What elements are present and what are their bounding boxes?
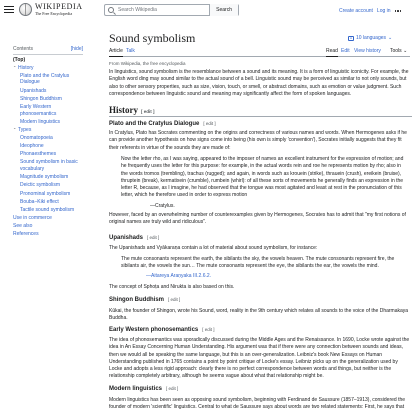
plato-paragraph: In Cratylus, Plato has Socrates commenting on the origins and correctness of various names and words. When Hermogenes asks if he can provide another hypothesis on how signs come into being (his own is simply 'convention'), Socrates initially suggests that they fit their referents in virtue of the sounds they are made of: (109, 130, 407, 151)
page-tabs (109, 48, 410, 57)
hide-toc-button[interactable]: [hide] (70, 46, 83, 52)
toc-item-label: Plato and the Cratylus Dialogue (20, 72, 70, 86)
edit-section-link[interactable]: [ edit ] (166, 386, 179, 391)
tab-article[interactable]: Article (109, 48, 123, 57)
wikipedia-logo[interactable] (19, 3, 83, 16)
history-heading-text: History (109, 105, 138, 115)
header (0, 0, 415, 20)
toc-item[interactable] (13, 73, 83, 87)
plato-paragraph-2: However, faced by an overwhelming number of counterexamples given by Hermogenes, Socrates has to admit that "my first notions of original names are truly wild and ridiculous". (109, 212, 406, 226)
toc-item-label: Types (18, 126, 32, 133)
section-early-western-heading (109, 327, 215, 333)
plato-heading-text: Plato and the Cratylus Dialogue (109, 121, 200, 127)
toc-item[interactable] (13, 88, 83, 95)
login-link[interactable]: Log in (376, 8, 391, 14)
shingon-heading-text: Shingon Buddhism (109, 297, 164, 303)
toc-item[interactable] (13, 135, 83, 142)
toc-item-label: Sound symbolism in basic vocabulary (20, 159, 78, 173)
globe-icon (19, 3, 32, 16)
toc-item[interactable] (13, 127, 83, 134)
toc-item-label: Early Western phonosemantics (20, 103, 57, 117)
plato-quote: Now the letter rho, as I was saying, appeared to the imposer of names an excellent instrument for the expression of motion; and he frequently uses the letter for this purpose: for example, in the actual words rein and roe he represents motion by rho; also in the words tromos (trembling), trachus (rugged); and again, in words such as krouein (strike), thrauein (crush), ereikein (bruise), thruptein (break), kermatixein (crumble), rumbein (whirl): of all these sorts of movements he generally finds an expression in the letter R, because, as I imagine, he had observed that the tongue was most agitated and least at rest in the pronunciation of this letter, which he therefore used in order to express motion (121, 156, 404, 199)
section-shingon-heading (109, 297, 180, 303)
plato-citation: —Cratylus. (150, 203, 175, 209)
toc-item[interactable] (13, 159, 83, 173)
edit-section-link[interactable]: [ edit ] (202, 327, 215, 332)
edit-section-link[interactable]: [ edit ] (147, 235, 160, 240)
tab-edit[interactable]: Edit (341, 48, 350, 54)
tab-read[interactable]: Read (326, 48, 338, 57)
contents-heading: Contents (13, 46, 34, 52)
toc-top[interactable]: (Top) (13, 56, 26, 63)
language-button[interactable] (348, 35, 392, 41)
page-title: Sound symbolism (109, 31, 196, 45)
upanishads-paragraph: The Upanishads and Vyākaraṇa contain a lot of material about sound symbolism, for instance: (109, 245, 318, 251)
toc-item[interactable] (13, 174, 83, 181)
toc-item-label: Shingon Buddhism (20, 95, 62, 102)
toc-item[interactable] (13, 143, 83, 150)
toc-item-label: Ideophone (20, 143, 44, 150)
toc-item[interactable] (13, 231, 83, 238)
search-box (104, 4, 239, 16)
toc-item[interactable] (13, 215, 83, 222)
toc-item-label: Pronominal symbolism (20, 190, 71, 197)
translate-icon: A (349, 35, 352, 40)
toc-item-label: Magnitude symbolism (20, 174, 69, 181)
search-icon (108, 7, 114, 13)
toc-item-label: Bouba–Kiki effect (20, 198, 59, 205)
site-sub: From Wikipedia, the free encyclopedia (109, 61, 186, 66)
toc-item-label: Tactile sound symbolism (20, 206, 75, 213)
toc-item[interactable] (13, 65, 83, 72)
toc-item[interactable] (13, 151, 83, 158)
create-account-link[interactable]: Create account (339, 8, 373, 14)
shingon-paragraph: Kūkai, the founder of Shingon, wrote his Sound, word, reality in the 9th century which relates all sounds to the voice of the Dharmakaya Buddha. (109, 308, 409, 322)
chevron-down-icon: ⌄ (403, 48, 408, 54)
toc-item-label: References (13, 231, 39, 238)
toc-item[interactable] (13, 199, 83, 206)
toc-item-label: Deictic symbolism (20, 182, 61, 189)
toc-item[interactable] (13, 191, 83, 198)
toc-item-label: See also (13, 223, 33, 230)
edit-section-link[interactable]: [ edit ] (141, 109, 155, 114)
section-modern-heading (109, 386, 178, 392)
logo-title: WIKIPEDIA (35, 2, 83, 11)
edit-section-link[interactable]: [ edit ] (168, 297, 181, 302)
upanishads-paragraph-2: The concept of Sphoṭa and Nirukta is also based on this. (109, 284, 235, 290)
main-menu-icon[interactable] (4, 4, 14, 14)
upanishads-heading-text: Upanishads (109, 235, 144, 241)
toc-item-label: Upanishads (20, 87, 47, 94)
toc-item-label: Phonaesthemes (20, 151, 57, 158)
tab-view-history[interactable]: View history (354, 48, 381, 54)
tab-tools[interactable] (390, 48, 407, 56)
section-plato-heading (109, 121, 216, 127)
toc-item[interactable] (13, 223, 83, 230)
upanishads-quote: The mute consonants represent the earth, the sibilants the sky, the vowels heaven. The mute consonants represent fire, the sibilants air, the vowels the sun… The mute consonants represent the eye, the sibilants the ear, the vowels the mind. (121, 256, 395, 270)
toc-item[interactable] (13, 182, 83, 189)
collapse-toggle-icon[interactable]: ⌃ (13, 126, 17, 132)
language-count: 10 languages (356, 35, 387, 41)
toc-item-label: History (18, 64, 34, 71)
intro-paragraph: In linguistics, sound symbolism is the resemblance between a sound and its meaning. It is a form of linguistic iconicity. For example, the English word ding may sound similar to the actual sound of a bell. Linguistic sound may be perceived as similar to not only sounds, but also to other sensory properties, such as size, vision, touch, or smell, or abstract domains, such as emotion or value judgment. Such correspondence between linguistic sound and meaning may significantly affect the form of spoken languages. (109, 69, 409, 97)
early-western-heading-text: Early Western phonosemantics (109, 327, 199, 333)
toc-item[interactable] (13, 96, 83, 103)
account-links (339, 8, 403, 14)
toc-item-label: Onomatopoeia (20, 134, 53, 141)
chevron-down-icon: ⌄ (388, 35, 393, 41)
tab-talk[interactable]: Talk (126, 48, 135, 54)
modern-heading-text: Modern linguistics (109, 386, 163, 392)
tools-label: Tools (390, 48, 402, 54)
section-upanishads-heading (109, 235, 159, 241)
modern-paragraph: Modern linguistics has been seen as opposing sound symbolism, beginning with Ferdinand de Saussure (1857–1913), considered the founder of modern 'scientific' linguistics. Central to what de Saussure says about words are two related statements: First, he says that (109, 397, 406, 411)
search-input[interactable] (118, 7, 198, 13)
edit-section-link[interactable]: [ edit ] (203, 121, 216, 126)
toc-list (13, 65, 83, 239)
toc-item[interactable] (13, 119, 83, 126)
logo-subtitle: The Free Encyclopedia (35, 11, 73, 16)
early-western-paragraph: The idea of phonosemantics was sporadically discussed during the Middle Ages and the Renaissance. In 1690, Locke wrote against the idea in An Essay Concerning Human Understanding. His argument was that if there were any connection between sounds and ideas, then we would all be speaking the same language, but this is an over-generalization. Leibniz's book New Essays on Human Understanding published in 1765 contains a point by point critique of Locke's essay. Leibniz picks up on the generalization used by Locke and adopts a less rigid approach: clearly there is no perfect correspondence between words and things, but neither is the relationship completely arbitrary, although he seems vague about what that relationship might be. (109, 337, 410, 380)
section-history-heading (109, 105, 412, 117)
search-button[interactable]: Search (209, 4, 238, 16)
upanishads-citation: —Aitareya Araṇyaka III.2.6.2. (146, 273, 212, 279)
more-options-icon[interactable] (395, 9, 403, 13)
toc-item-label: Use in commerce (13, 215, 52, 221)
toc-item[interactable] (13, 104, 83, 118)
toc-item-label: Modern linguistics (20, 118, 61, 125)
collapse-toggle-icon[interactable]: ⌃ (13, 64, 17, 70)
toc-item[interactable] (13, 207, 83, 214)
table-of-contents (13, 46, 83, 239)
